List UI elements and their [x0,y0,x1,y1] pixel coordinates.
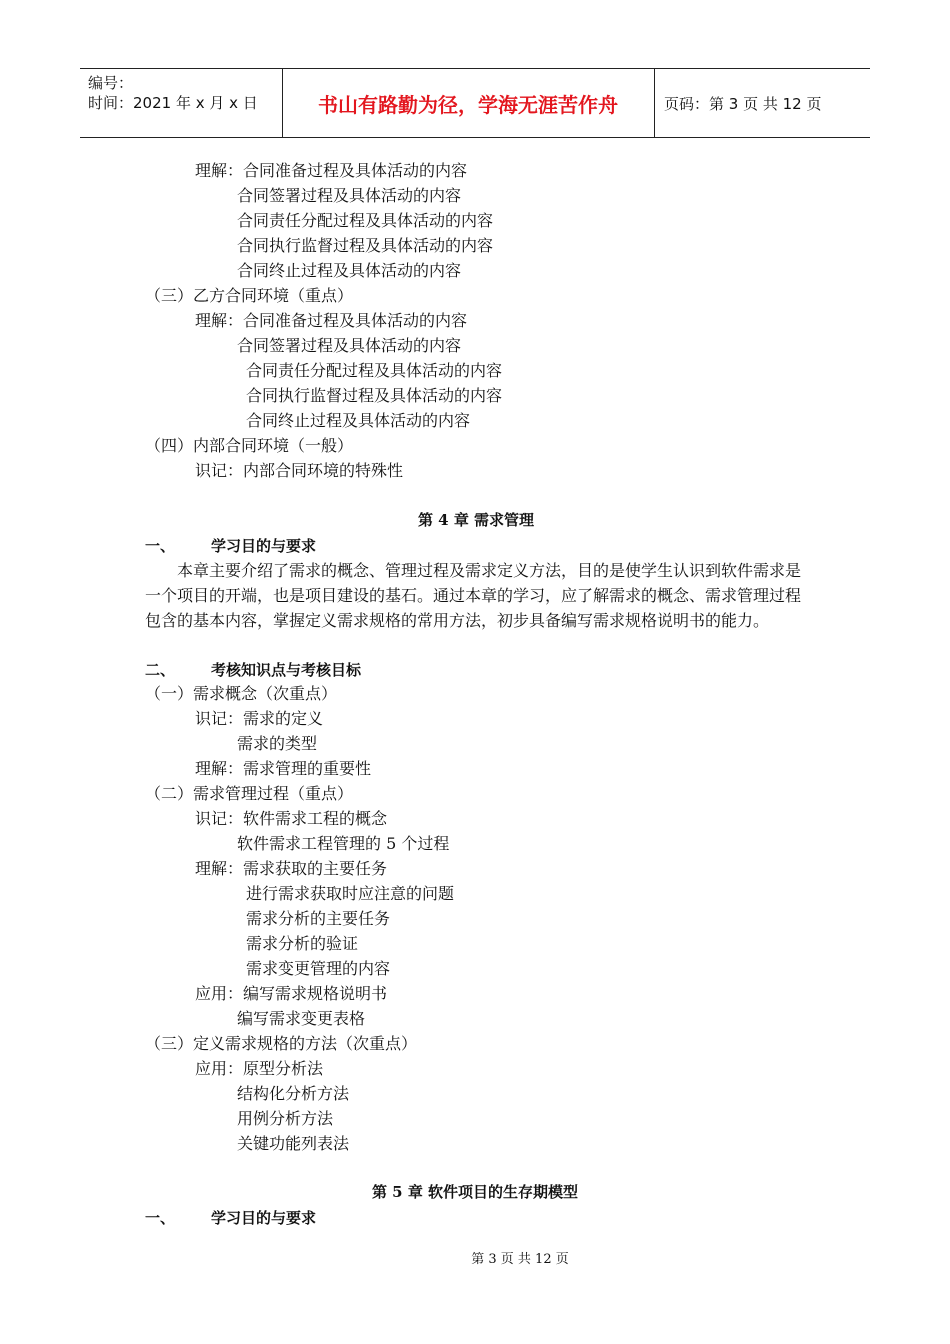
body-line: 合同终止过程及具体活动的内容 [237,261,462,280]
body-line: 合同执行监督过程及具体活动的内容 [246,386,503,405]
section-heading: （二）需求管理过程（重点） [145,784,354,803]
header-page-label: 页码：第 3 页 共 12 页 [664,94,822,113]
heading-number: 二、 [145,661,176,679]
header-meta [88,73,258,113]
body-line: 识记：内部合同环境的特殊性 [195,461,404,480]
body-line: 合同责任分配过程及具体活动的内容 [246,361,503,380]
section-heading: （四）内部合同环境（一般） [145,436,354,455]
header-divider [654,69,655,137]
body-line: 理解：需求获取的主要任务 [195,859,388,878]
header-motto: 书山有路勤为径，学海无涯苦作舟 [318,92,618,117]
body-line: 结构化分析方法 [237,1084,350,1103]
body-line: 关键功能列表法 [237,1134,350,1153]
header-time: 时间：2021 年 x 月 x 日 [88,94,258,112]
body-line: 需求分析的主要任务 [246,909,391,928]
page-footer: 第 3 页 共 12 页 [471,1252,569,1267]
body-line: 需求的类型 [237,734,318,753]
body-line: 理解：合同准备过程及具体活动的内容 [195,311,468,330]
page-header [80,68,870,138]
body-line: 合同签署过程及具体活动的内容 [237,186,462,205]
body-line: 理解：合同准备过程及具体活动的内容 [195,161,468,180]
body-line: 需求分析的验证 [246,934,359,953]
heading-number: 一、 [145,1209,176,1227]
body-line: 合同执行监督过程及具体活动的内容 [237,236,494,255]
body-line: 用例分析方法 [237,1109,334,1128]
heading-title: 学习目的与要求 [211,537,317,555]
body-line: 进行需求获取时应注意的问题 [246,884,455,903]
heading-title: 学习目的与要求 [211,1209,317,1227]
body-line: 理解：需求管理的重要性 [195,759,372,778]
header-serial: 编号： [88,74,134,92]
body-line: 需求变更管理的内容 [246,959,391,978]
body-line: 应用：原型分析法 [195,1059,324,1078]
body-line: 识记：需求的定义 [195,709,324,728]
chapter-paragraph: 本章主要介绍了需求的概念、管理过程及需求定义方法，目的是使学生认识到软件需求是一个项目的开端，也是项目建设的基石。通过本章的学习，应了解需求的概念、需求管理过程包含的基本内容，掌握定义需求规格的常用方法，初步具备编写需求规格说明书的能力。 [145,561,802,630]
body-line: 合同签署过程及具体活动的内容 [237,336,462,355]
body-line: 软件需求工程管理的 5 个过程 [237,834,450,853]
chapter-title: 第 5 章 软件项目的生存期模型 [371,1183,579,1201]
body-line: 识记：软件需求工程的概念 [195,809,388,828]
section-heading: （三）定义需求规格的方法（次重点） [145,1034,418,1053]
heading-title: 考核知识点与考核目标 [211,661,362,679]
body-line: 应用：编写需求规格说明书 [195,984,388,1003]
heading-number: 一、 [145,537,176,555]
chapter-title: 第 4 章 需求管理 [417,511,535,529]
body-line: 编写需求变更表格 [237,1009,366,1028]
section-heading: （一）需求概念（次重点） [145,684,338,703]
body-line: 合同终止过程及具体活动的内容 [246,411,471,430]
body-line: 合同责任分配过程及具体活动的内容 [237,211,494,230]
section-heading: （三）乙方合同环境（重点） [145,286,354,305]
